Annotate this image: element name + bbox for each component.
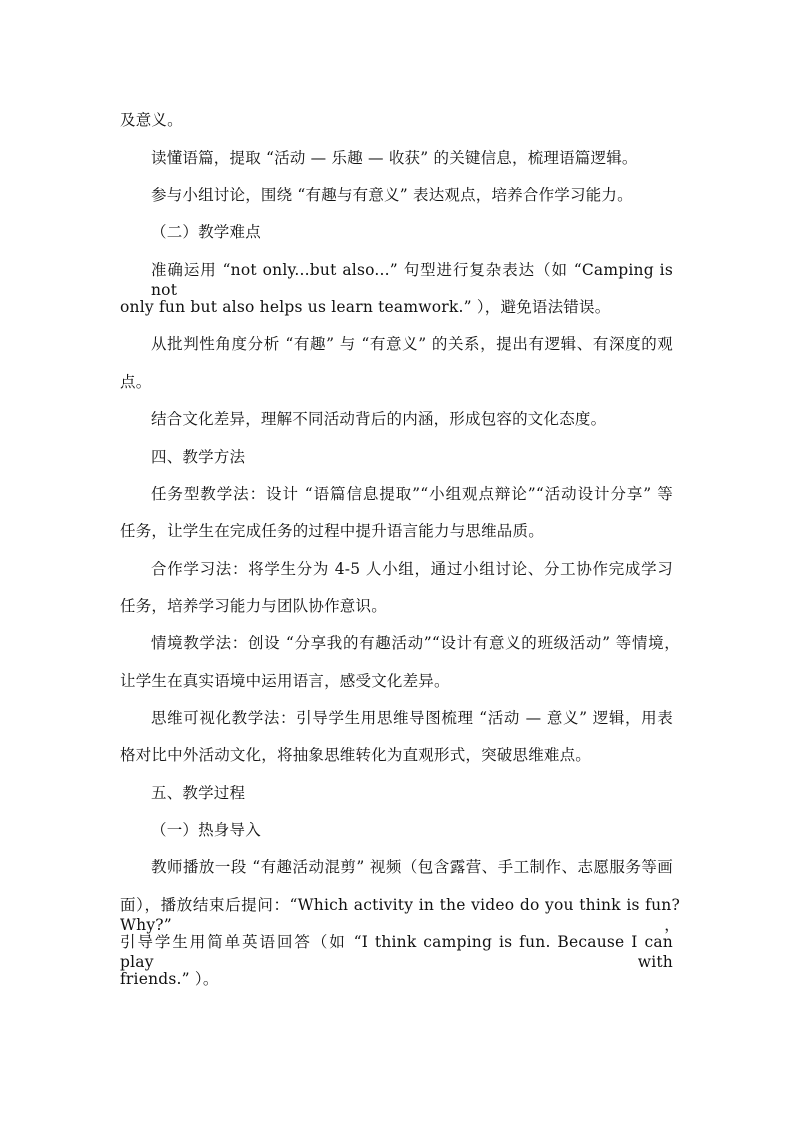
text-line-cooperative-continuation: 任务，培养学习能力与团队协作意识。 [120, 597, 387, 615]
section-heading-warm-up: （一）热身导入 [151, 821, 261, 839]
text-line-situational-continuation: 让学生在真实语境中运用语言，感受文化差异。 [120, 672, 450, 690]
text-line-read-passage: 读懂语篇，提取 “活动 — 乐趣 — 收获” 的关键信息，梳理语篇逻辑。 [151, 149, 638, 167]
text-line-viewpoint-end: 点。 [120, 373, 152, 391]
text-line-continuation-meaning: 及意义。 [120, 111, 183, 129]
text-line-example-continuation: only fun but also helps us learn teamwork.” ），避免语法错误。 [120, 298, 611, 316]
text-line-visualization-continuation: 格对比中外活动文化，将抽象思维转化为直观形式，突破思维难点。 [120, 746, 592, 764]
text-line-group-discussion: 参与小组讨论，围绕 “有趣与有意义” 表达观点，培养合作学习能力。 [151, 186, 633, 204]
text-line-task-based-continuation: 任务，让学生在完成任务的过程中提升语言能力与思维品质。 [120, 522, 544, 540]
text-line-warm-up-question: 面），播放结束后提问：“Which activity in the video do you think is fun? Why?”， [120, 896, 680, 934]
text-line-cultural-difference: 结合文化差异，理解不同活动背后的内涵，形成包容的文化态度。 [151, 410, 607, 428]
text-line-not-only-but-also: 准确运用 “not only...but also...” 句型进行复杂表达（如 “Camping is not [151, 261, 673, 299]
text-line-cooperative-method: 合作学习法：将学生分为 4-5 人小组，通过小组讨论、分工协作完成学习 [151, 560, 673, 578]
text-line-task-based-method: 任务型教学法：设计 “语篇信息提取”“小组观点辩论”“活动设计分享” 等 [151, 485, 673, 503]
text-line-warm-up-answer: 引导学生用简单英语回答（如 “I think camping is fun. Because I can play with [120, 933, 673, 971]
text-line-situational-method: 情境教学法：创设 “分享我的有趣活动”“设计有意义的班级活动” 等情境， [151, 634, 680, 652]
text-line-warm-up-answer-end: friends.” ）。 [120, 970, 219, 988]
text-line-critical-analysis: 从批判性角度分析 “有趣” 与 “有意义” 的关系，提出有逻辑、有深度的观 [151, 335, 673, 353]
section-heading-teaching-methods: 四、教学方法 [151, 448, 246, 466]
text-line-warm-up-video: 教师播放一段 “有趣活动混剪” 视频（包含露营、手工制作、志愿服务等画 [151, 858, 673, 876]
section-heading-teaching-process: 五、教学过程 [151, 784, 246, 802]
section-heading-teaching-difficulties: （二）教学难点 [151, 223, 261, 241]
text-line-visualization-method: 思维可视化教学法：引导学生用思维导图梳理 “活动 — 意义” 逻辑，用表 [151, 709, 673, 727]
